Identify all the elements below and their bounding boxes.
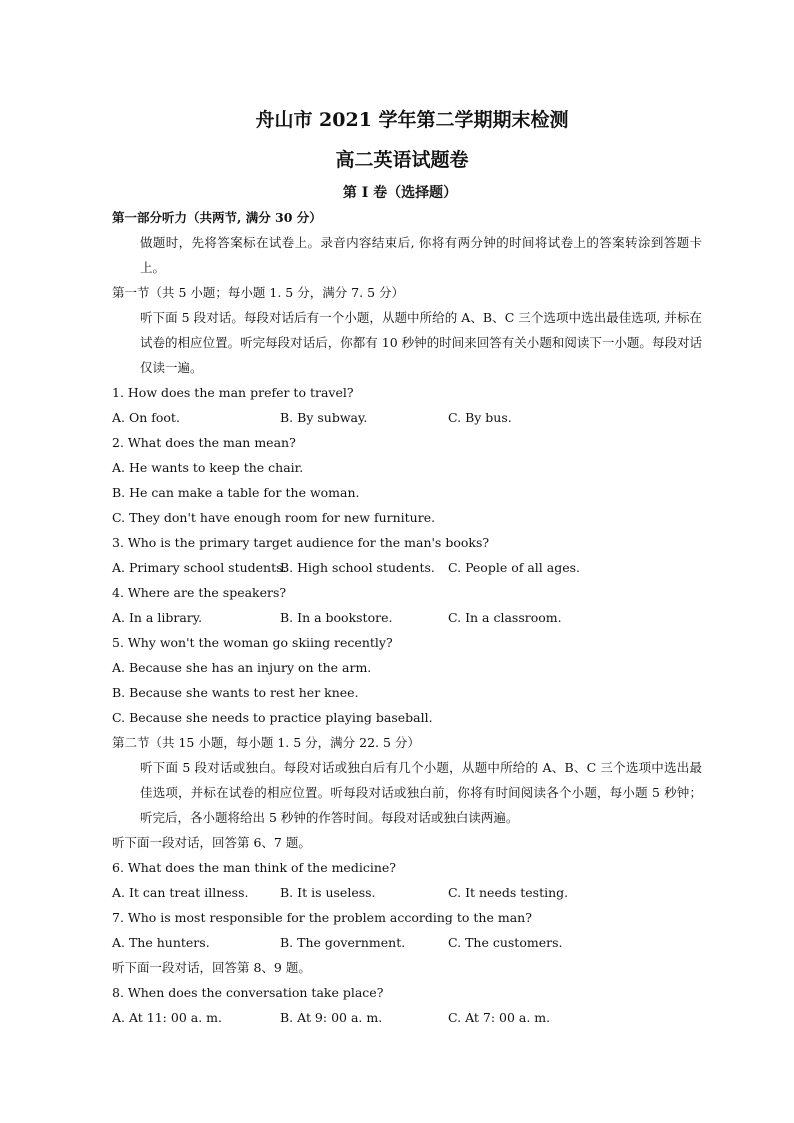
question-7-option-a: A. The hunters. — [112, 935, 210, 950]
exam-title: 舟山市 2021 学年第二学期期末检测 — [255, 109, 569, 131]
question-8-option-b: B. At 9: 00 a. m. — [280, 1010, 383, 1025]
question-3-stem: 3. Who is the primary target audience for the man's books? — [112, 535, 490, 550]
question-4-options — [112, 605, 702, 630]
question-3-option-a: A. Primary school students. — [112, 560, 287, 575]
question-8-option-a: A. At 11: 00 a. m. — [112, 1010, 222, 1025]
question-6-stem: 6. What does the man think of the medicine? — [112, 860, 396, 875]
question-2-option-c: C. They don't have enough room for new furniture. — [112, 510, 436, 525]
part1-instructions: 做题时，先将答案标在试卷上。录音内容结束后, 你将有两分钟的时间将试卷上的答案转涂到答题卡上。 — [140, 235, 702, 275]
part1-heading: 第一部分听力（共两节, 满分 30 分） — [112, 210, 322, 225]
dialog-6-7-intro: 听下面一段对话，回答第 6、7 题。 — [112, 835, 311, 850]
question-7-option-c: C. The customers. — [448, 935, 563, 950]
question-1-option-c: C. By bus. — [448, 410, 512, 425]
question-1-option-a: A. On foot. — [112, 410, 180, 425]
question-1-options — [112, 405, 702, 430]
section1-heading: 第一节（共 5 小题；每小题 1. 5 分，满分 7. 5 分） — [112, 285, 404, 300]
question-7-options — [112, 930, 702, 955]
section2-instructions: 听下面 5 段对话或独白。每段对话或独白后有几个小题，从题中所给的 A、B、C 三个选项中选出最佳选项，并标在试卷的相应位置。听每段对话或独白前，你将有时间阅读各个小题，每小题 5 秒钟；听完后，各小题将给出 5 秒钟的作答时间。每段对话或独白读两遍。 — [140, 760, 702, 825]
question-3-option-b: B. High school students. — [280, 560, 435, 575]
question-8-option-c: C. At 7: 00 a. m. — [448, 1010, 551, 1025]
question-2-stem: 2. What does the man mean? — [112, 435, 296, 450]
question-4-option-b: B. In a bookstore. — [280, 610, 393, 625]
question-5-option-b: B. Because she wants to rest her knee. — [112, 685, 359, 700]
question-7-option-b: B. The government. — [280, 935, 406, 950]
question-2-option-b: B. He can make a table for the woman. — [112, 485, 360, 500]
dialog-8-9-intro: 听下面一段对话，回答第 8、9 题。 — [112, 960, 311, 975]
question-6-option-c: C. It needs testing. — [448, 885, 569, 900]
question-2-option-a: A. He wants to keep the chair. — [112, 460, 304, 475]
question-8-options — [112, 1005, 702, 1030]
question-6-options — [112, 880, 702, 905]
question-4-option-a: A. In a library. — [112, 610, 203, 625]
section1-instructions: 听下面 5 段对话。每段对话后有一个小题，从题中所给的 A、B、C 三个选项中选出最佳选项, 并标在试卷的相应位置。听完每段对话后，你都有 10 秒钟的时间来回答有关小题和阅读下一小题。每段对话仅读一遍。 — [140, 310, 702, 375]
question-6-option-a: A. It can treat illness. — [112, 885, 249, 900]
exam-body — [112, 205, 702, 1030]
question-5-option-a: A. Because she has an injury on the arm. — [112, 660, 372, 675]
question-7-stem: 7. Who is most responsible for the problem according to the man? — [112, 910, 532, 925]
question-4-option-c: C. In a classroom. — [448, 610, 562, 625]
question-4-stem: 4. Where are the speakers? — [112, 585, 287, 600]
question-1-option-b: B. By subway. — [280, 410, 368, 425]
question-6-option-b: B. It is useless. — [280, 885, 376, 900]
question-5-option-c: C. Because she needs to practice playing baseball. — [112, 710, 433, 725]
question-8-stem: 8. When does the conversation take place? — [112, 985, 384, 1000]
question-5-stem: 5. Why won't the woman go skiing recently? — [112, 635, 393, 650]
exam-subtitle: 高二英语试题卷 — [335, 149, 469, 171]
question-1-stem: 1. How does the man prefer to travel? — [112, 385, 354, 400]
question-3-options — [112, 555, 702, 580]
question-3-option-c: C. People of all ages. — [448, 560, 580, 575]
section2-heading: 第二节（共 15 小题，每小题 1. 5 分，满分 22. 5 分） — [112, 735, 420, 750]
volume-heading: 第 I 卷（选择题） — [342, 185, 458, 201]
